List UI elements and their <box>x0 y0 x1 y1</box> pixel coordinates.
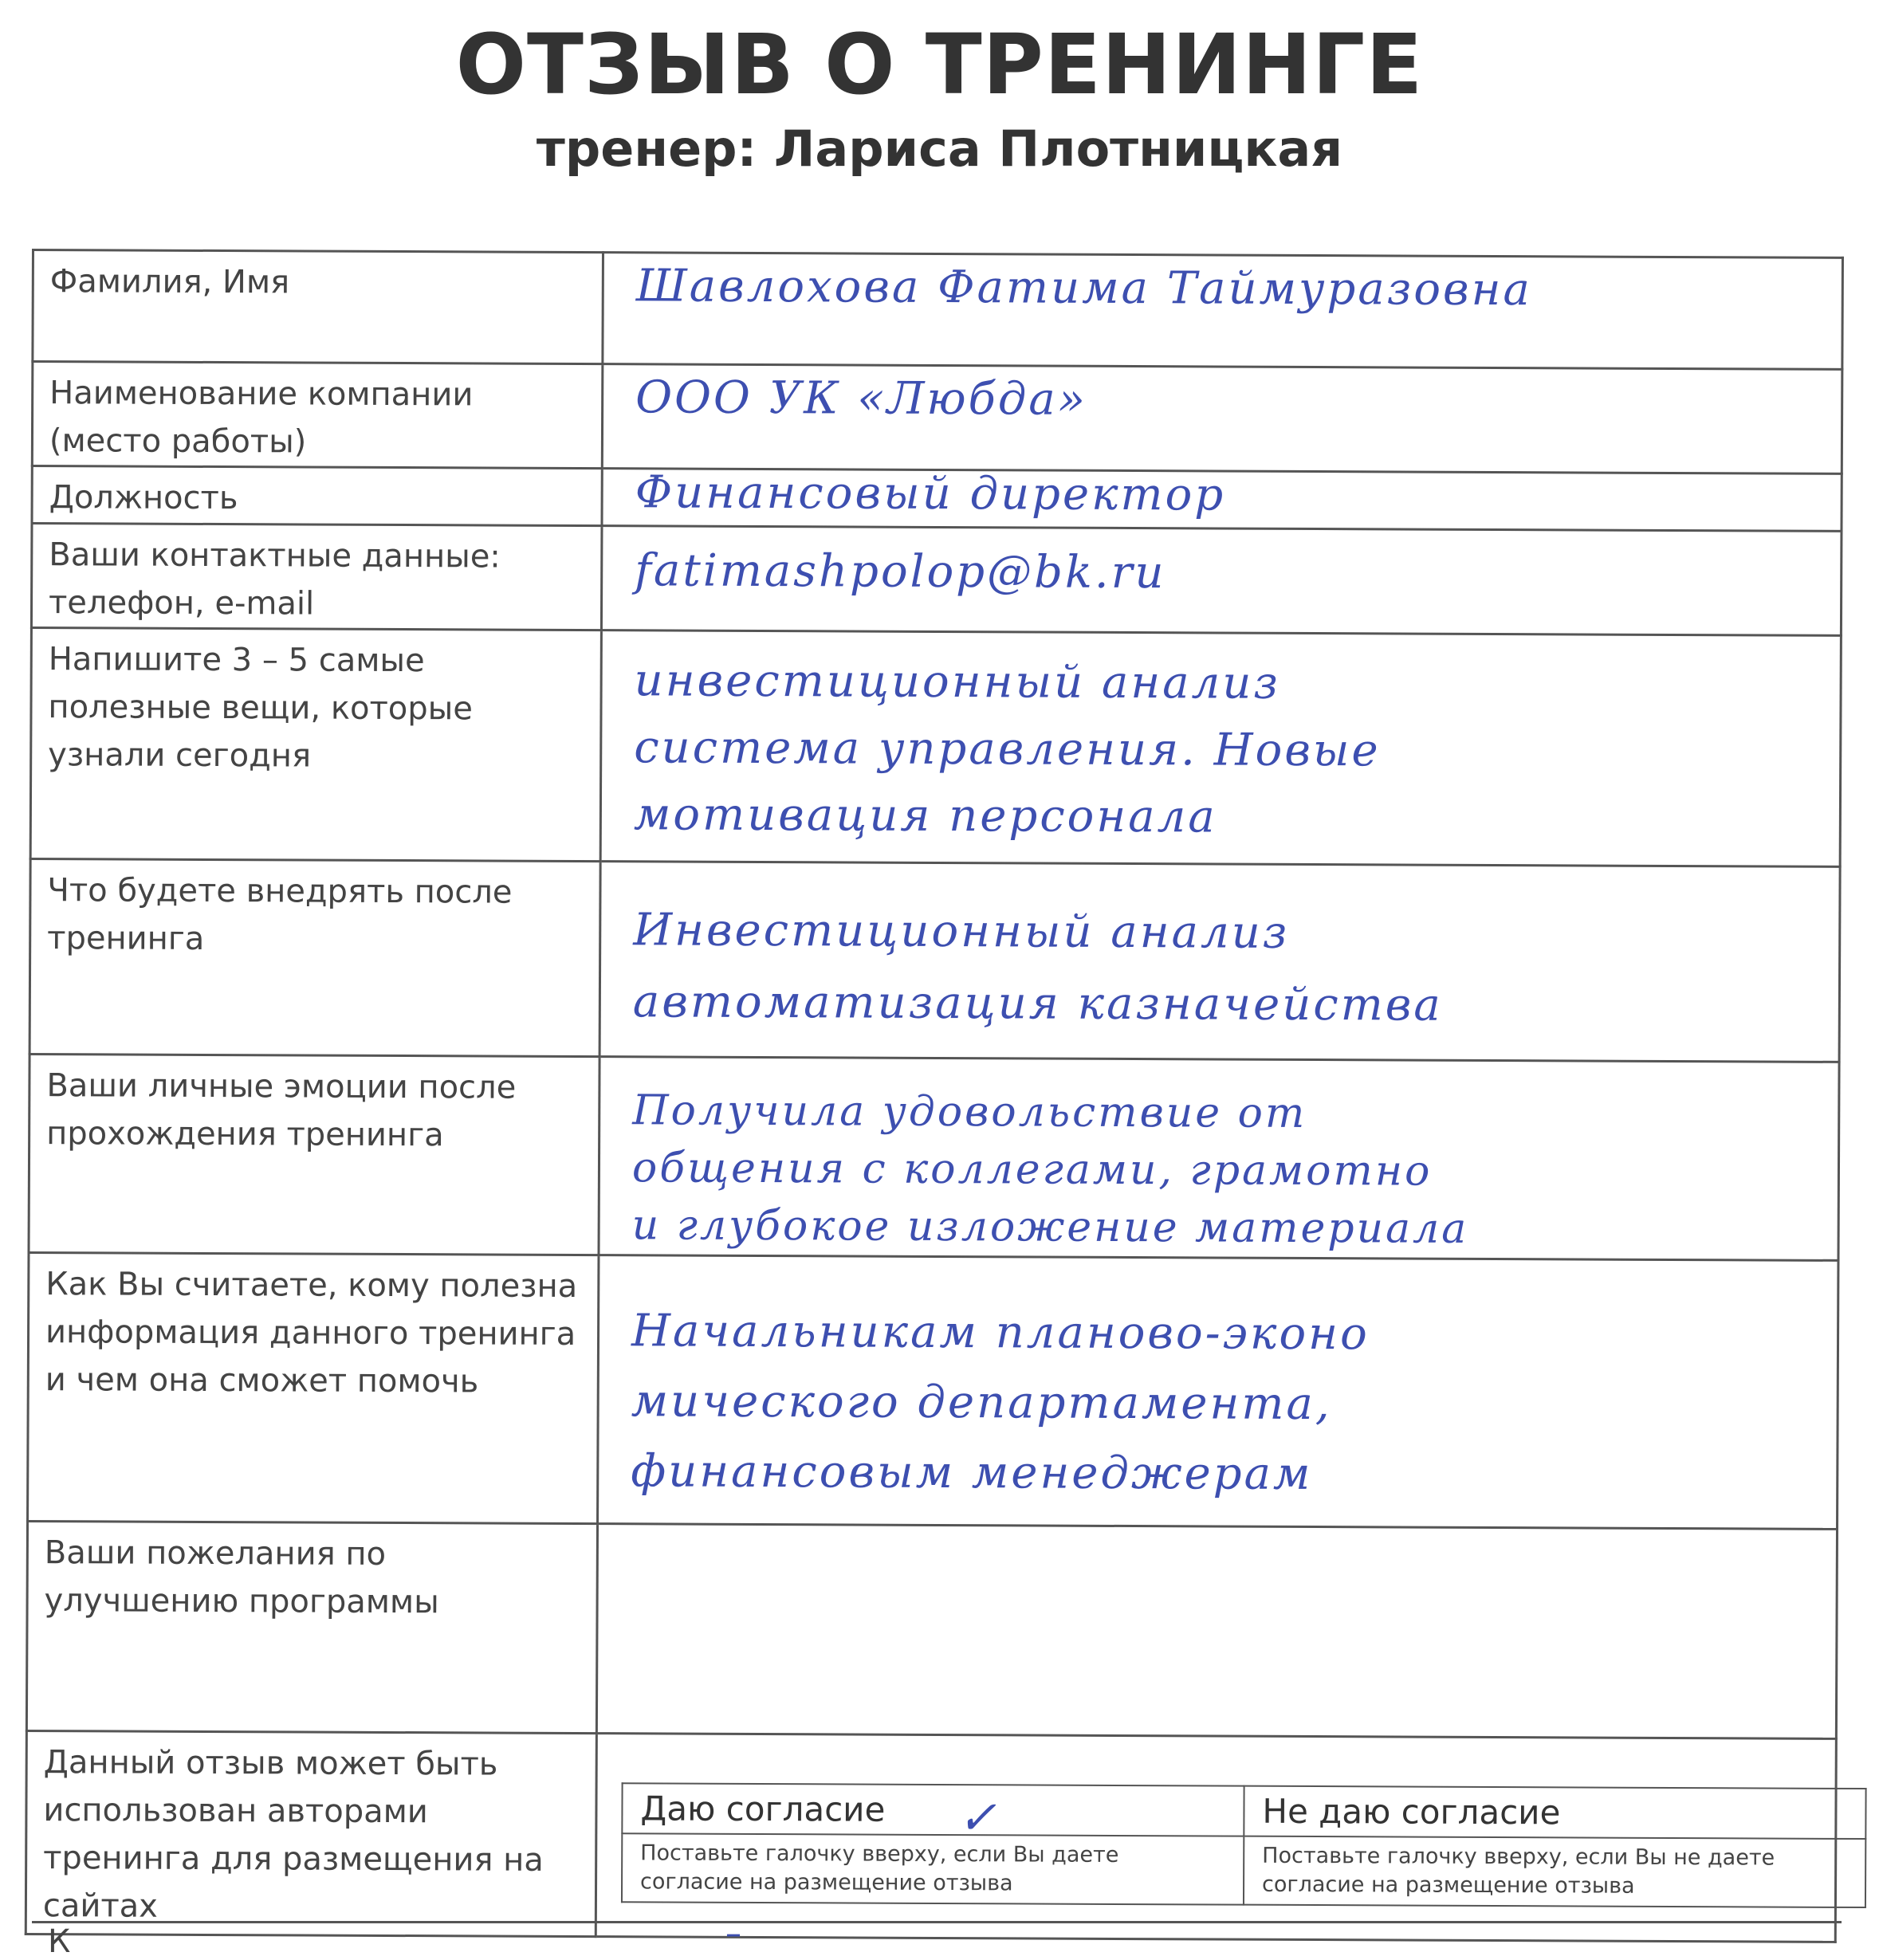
agree-note: Поставьте галочку вверху, если Вы даете согласие на размещение отзыва <box>622 1833 1244 1904</box>
disagree-note: Поставьте галочку вверху, если Вы не даете согласие на размещение отзыва <box>1244 1836 1865 1907</box>
disagree-label: Не даю согласие <box>1262 1791 1561 1832</box>
agree-label: Даю согласие <box>640 1789 886 1829</box>
row-label: Что будете внедрять после тренинга <box>29 858 600 1056</box>
handwritten-answer: Инвестиционный анализ автоматизация казначейства <box>632 904 1443 1031</box>
emotions-field[interactable] <box>599 1057 1839 1261</box>
check-icon: ✓ <box>957 1790 997 1845</box>
handwritten-answer: Финансовый директор <box>635 466 1226 521</box>
row-label: Ваши пожелания по улучшению программы <box>26 1521 597 1733</box>
form-row-emotions <box>29 1054 1839 1260</box>
handwritten-answer: ООО УК «Любда» <box>635 371 1088 426</box>
form-row-company <box>32 362 1842 474</box>
form-row-implement <box>29 858 1840 1062</box>
disagree-option[interactable] <box>1244 1786 1865 1839</box>
form-row-audience <box>28 1252 1838 1529</box>
consent-cell <box>596 1734 1836 1942</box>
row-label: Ваши контактные данные: телефон, e-mail <box>31 524 602 630</box>
position-field[interactable] <box>602 466 1842 532</box>
form-row-contacts <box>31 524 1842 636</box>
agree-option[interactable] <box>622 1783 1244 1845</box>
page-title: ОТЗЫВ О ТРЕНИНГЕ <box>455 16 1424 113</box>
handwritten-answer: fatimashpolop@bk.ru <box>635 544 1166 599</box>
form-row-wishes <box>26 1521 1837 1738</box>
feedback-form <box>25 249 1844 1943</box>
useful-field[interactable] <box>600 630 1841 867</box>
row-label: Как Вы считаете, кому полезна информация данного тренинга и чем она сможет помочь <box>28 1252 599 1523</box>
name-field[interactable] <box>603 253 1843 370</box>
row-label: Напишите 3 – 5 самые полезные вещи, которые узнали сегодня <box>30 628 601 862</box>
audience-field[interactable] <box>598 1255 1838 1530</box>
handwritten-answer: Начальникам планово-эконо мического департамента, финансовым менеджерам <box>631 1305 1370 1501</box>
form-row-consent <box>26 1730 1836 1942</box>
row-label: Ваши личные эмоции после прохождения тренинга <box>29 1054 599 1255</box>
form-row-useful <box>30 628 1841 867</box>
wishes-field[interactable] <box>596 1524 1837 1739</box>
trainer-subtitle: тренер: Лариса Плотницкая <box>536 120 1343 178</box>
form-row-position <box>32 466 1842 532</box>
handwritten-answer: Шавлохова Фатима Таймуразовна <box>635 260 1533 316</box>
consent-table <box>621 1782 1867 1908</box>
handwritten-answer: Получила удовольствие от общения с коллегами, грамотно и глубокое изложение материала <box>631 1086 1469 1253</box>
company-field[interactable] <box>602 364 1842 474</box>
contacts-field[interactable] <box>601 526 1842 636</box>
handwritten-mark: – <box>725 1915 741 1952</box>
next-row-partial <box>32 1915 1842 1960</box>
handwritten-answer: инвестиционный анализ система управления. Новые мотивация персонала <box>633 654 1381 843</box>
row-label: Фамилия, Имя <box>33 250 603 364</box>
implement-field[interactable] <box>599 862 1840 1062</box>
row-label: Данный отзыв может быть использован авторами тренинга для размещения на сайтах <box>26 1730 596 1936</box>
row-label: Наименование компании (место работы) <box>32 362 603 469</box>
row-label: Должность <box>32 466 602 526</box>
row-label: К <box>48 1923 71 1960</box>
form-row-name <box>33 250 1843 370</box>
